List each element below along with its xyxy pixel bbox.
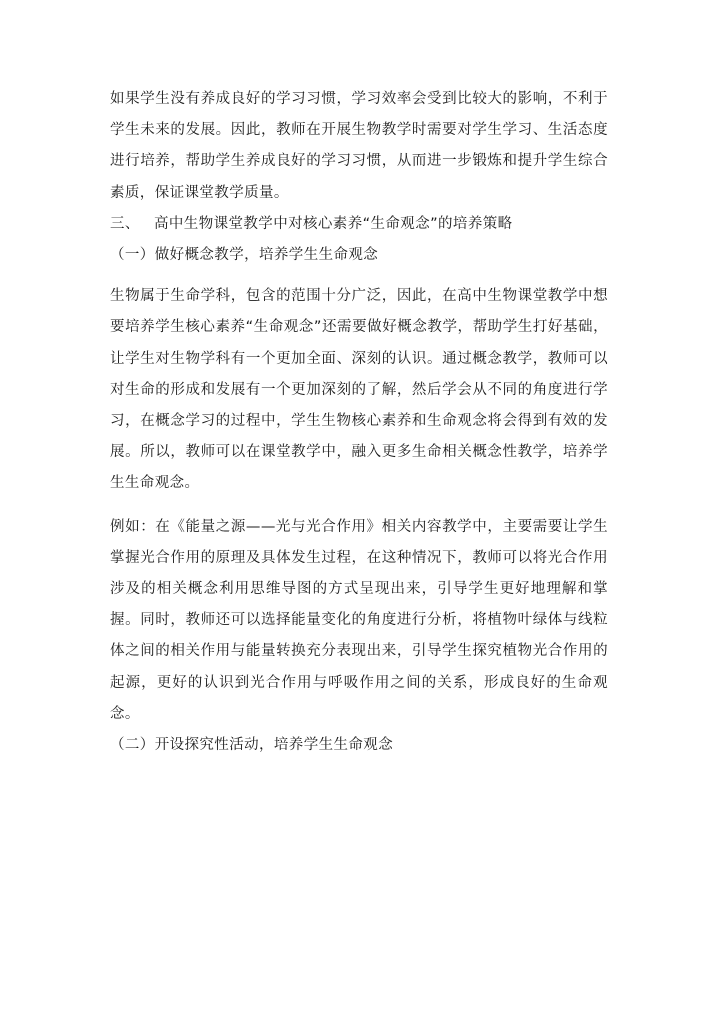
document-body [110, 84, 608, 761]
section-heading-three [110, 209, 608, 240]
section-title: 高中生物课堂教学中对核心素养“生命观念”的培养策略 [154, 215, 513, 232]
paragraph-photosynthesis-example: 例如：在《能量之源——光与光合作用》相关内容教学中，主要需要让学生掌握光合作用的原理及具体发生过程，在这种情况下，教师可以将光合作用涉及的相关概念利用思维导图的方式呈现出来，引导学生更好地理解和掌握。同时，教师还可以选择能量变化的角度进行分析，将植物叶绿体与线粒体之间的相关作用与能量转换充分表现出来，引导学生探究植物光合作用的起源，更好的认识到光合作用与呼吸作用之间的关系，形成良好的生命观念。 [110, 518, 608, 722]
subsection-heading-two: （二）开设探究性活动，培养学生生命观念 [110, 737, 394, 754]
subsection-heading-one: （一）做好概念教学，培养学生生命观念 [110, 247, 379, 264]
section-number: 三、 [110, 215, 140, 232]
paragraph-concept-teaching: 生物属于生命学科，包含的范围十分广泛，因此，在高中生物课堂教学中想要培养学生核心素养“生命观念”还需要做好概念教学，帮助学生打好基础，让学生对生物学科有一个更加全面、深刻的认识。通过概念教学，教师可以对生命的形成和发展有一个更加深刻的了解，然后学会从不同的角度进行学习，在概念学习的过程中，学生生物核心素养和生命观念将会得到有效的发展。所以，教师可以在课堂教学中，融入更多生命相关概念性教学，培养学生生命观念。 [110, 288, 608, 492]
paragraph-study-habits: 如果学生没有养成良好的学习习惯，学习效率会受到比较大的影响，不利于学生未来的发展。因此，教师在开展生物教学时需要对学生学习、生活态度进行培养，帮助学生养成良好的学习习惯，从而进一步锻炼和提升学生综合素质，保证课堂教学质量。 [110, 91, 608, 201]
